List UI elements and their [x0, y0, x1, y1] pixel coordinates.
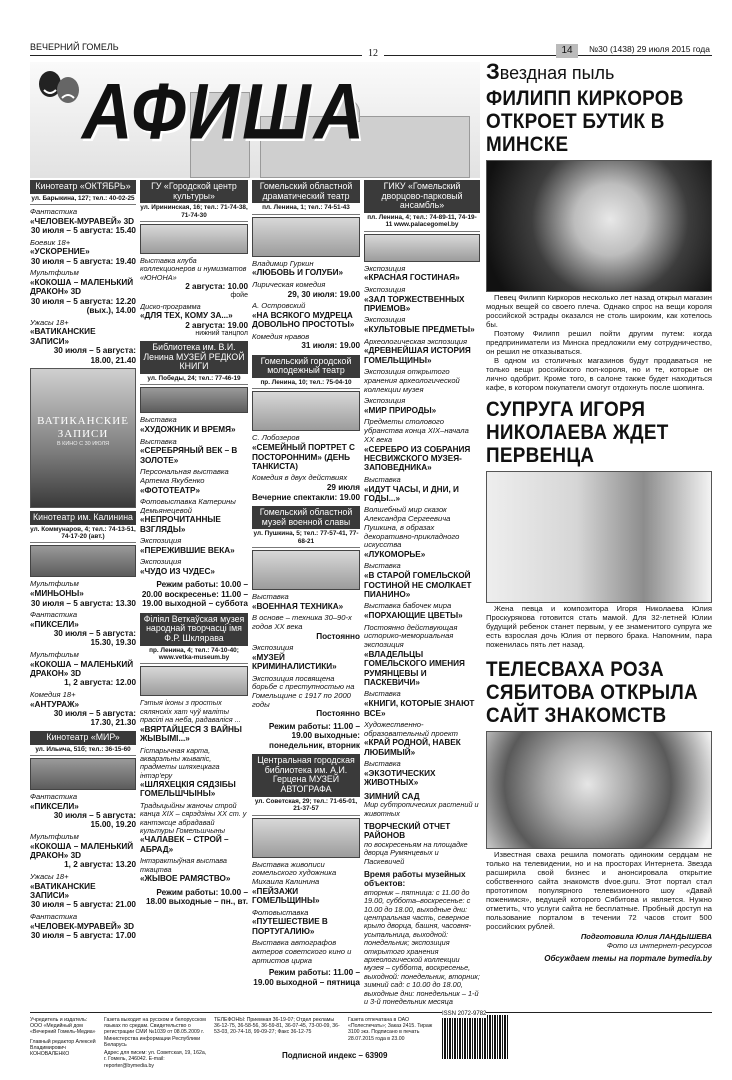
section-address: ул. Победы, 24; тел.: 77-46-19: [140, 374, 248, 385]
item-subtitle: В основе – техника 30–90-х годов XX века: [252, 613, 352, 631]
section-address: ул. Барыкина, 127; тел.: 40-02-25: [30, 194, 136, 205]
item-dates: 31 июля: 19.00: [301, 341, 360, 351]
item-genre: Выставка: [140, 436, 177, 446]
opening-hours: Режим работы: 10.00 – 18.00 выходные – пн., вт.: [145, 887, 248, 906]
item-genre: Постоянно действующая историко-мемориальная экспозиция: [364, 622, 458, 649]
list-item: [140, 257, 248, 300]
list-item: [252, 302, 360, 351]
item-genre: Художественно-образовательный проект: [364, 719, 458, 738]
poster-title: ВАТИКАНСКИЕ ЗАПИСИ: [37, 414, 129, 440]
item-title: «ШЛЯХЕЦКІЯ СЯДЗІБЫ ГОМЕЛЬШЧЫНЫ»: [140, 780, 236, 799]
listing-group: [140, 416, 248, 576]
section-header: Кинотеатр «ОКТЯБРЬ»: [30, 180, 136, 194]
headline-1: ФИЛИПП КИРКОРОВ ОТКРОЕТ БУТИК В МИНСКЕ: [486, 87, 684, 156]
item-dates: 30 июля – 5 августа: 13.30: [30, 598, 136, 608]
section-header: Библиотека им. В.И. Ленина МУЗЕЙ РЕДКОЙ КНИГИ: [140, 341, 248, 374]
item-title: «ПУТЕШЕСТВИЕ В ПОРТУГАЛИЮ»: [252, 917, 328, 936]
list-item: [140, 416, 248, 434]
culture-column: [140, 180, 248, 1012]
item-title: «ЧЕЛОВЕК-МУРАВЕЙ» 3D: [30, 216, 135, 226]
item-title: «КУЛЬТОВЫЕ ПРЕДМЕТЫ»: [364, 325, 475, 335]
photo-credit: Фото из интернет-ресурсов: [606, 940, 712, 950]
list-item: [30, 833, 136, 870]
list-item: [30, 269, 136, 315]
kirkorov-photo: [486, 160, 712, 292]
article-1-p2: Поэтому Филипп решил пойти другим путем: когда предприниматели из Минска предложили ему сотрудничество, он решил не отказываться.: [486, 328, 712, 356]
item-description: Выставка клуба коллекционеров и нумизматов «ЮНОНА»: [140, 256, 247, 282]
portal-link[interactable]: Обсуждаем темы на портале bymedia.by: [544, 953, 712, 963]
item-genre: Фантастика: [30, 911, 78, 921]
listing-group: [364, 265, 480, 788]
list-item: [364, 368, 480, 394]
section-address: ул. Ирининская, 16; тел.: 71-74-38, 71-74-30: [140, 203, 248, 222]
section-address: ул. Ильича, 51б; тел.: 36-15-60: [30, 745, 136, 756]
item-dates: 30 июля – 5 августа: 15.40: [30, 226, 136, 236]
venue-photo: [140, 224, 248, 254]
cinema-column: [30, 180, 136, 1012]
item-title: «КНИГИ, КОТОРЫЕ ЗНАЮТ ВСЕ»: [364, 699, 475, 718]
section-header: Філіял Веткаўская музея народнай творчасці імя Ф.Р. Шклярава: [140, 613, 248, 646]
item-genre: Ужасы 18+: [30, 871, 69, 881]
article-2: Жена певца и композитора Игоря Николаева Юлия Проскурякова готовится стать мамой. Для 32-летней Юлии будущий ребенок станет первым, у ее знаменитого супруга же есть взрослая дочь Юлия от первого брака. Напомним, пара поженилась пять лет назад.: [486, 604, 712, 650]
item-genre: Мультфильм: [30, 268, 79, 278]
item-title: «МИНЬОНЫ»: [30, 589, 84, 599]
list-item: [30, 873, 136, 910]
masthead: [30, 62, 480, 178]
listing-group: [252, 434, 360, 502]
venue-photo: [252, 818, 360, 858]
item-dates: Постоянно: [316, 709, 360, 719]
item-genre: Волшебный мир сказок Александра Сергеевича Пушкина, в образах декоративно-прикладного искусства: [364, 505, 460, 550]
item-note: нижний танцпол: [195, 329, 248, 337]
item-title: «НА ВСЯКОГО МУДРЕЦА ДОВОЛЬНО ПРОСТОТЫ»: [252, 310, 355, 330]
rubric-text: вездная пыль: [499, 63, 615, 83]
list-item: [30, 208, 136, 236]
rubric-initial: З: [486, 62, 500, 84]
item-subtitle: Комедия в двух действиях: [252, 473, 348, 483]
list-item: [252, 434, 360, 492]
phones-info: [214, 1017, 342, 1036]
item-title: «СЕМЕЙНЫЙ ПОРТРЕТ С ПОСТОРОННИМ» (ДЕНЬ ТАНКИСТА): [252, 443, 355, 471]
section-header: Кинотеатр им. Калинина: [30, 511, 136, 525]
item-genre: Выставка: [364, 689, 401, 699]
list-item: [364, 265, 480, 283]
item-genre: Экспозиция: [364, 284, 406, 294]
listing-group: [252, 593, 360, 719]
item-genre: Экспозиция открытого хранения археологической коллекции музея: [364, 367, 460, 394]
list-item: [252, 493, 360, 502]
item-title: «ЖЫВОЕ РАМЯСТВО»: [140, 874, 231, 884]
item-title: «ПЕРЕЖИВШИЕ ВЕКА»: [140, 545, 235, 555]
list-item: [364, 624, 480, 688]
item-genre: Археологическая экспозиция: [364, 336, 468, 346]
item-title: «ЧЕЛОВЕК-МУРАВЕЙ» 3D: [30, 921, 135, 931]
list-item: [252, 593, 360, 641]
item-genre: Выставка автографов актеров советского кино и артистов цирка: [252, 938, 352, 965]
list-item: [140, 558, 248, 576]
section-header: ГУ «Городской центр культуры»: [140, 180, 248, 203]
item-genre: Мультфильм: [30, 579, 79, 589]
item-dates: 30 июля – 5 августа: 18.00, 21.40: [53, 346, 136, 365]
issue-info: №30 (1438) 29 июля 2015 года: [589, 44, 710, 54]
list-item: [364, 721, 480, 757]
item-dates: 30 июля – 5 августа: 15.00, 19.20: [53, 811, 136, 830]
list-item: [364, 316, 480, 334]
item-dates: 30 июля – 5 августа: 12.20 (вых.), 14.00: [30, 296, 136, 316]
item-title: «ПИКСЕЛИ»: [30, 619, 79, 629]
item-title: «СЕРЕБРЯНЫЙ ВЕК – В ЗОЛОТЕ»: [140, 446, 238, 465]
item-dates: 29 июля: [326, 483, 360, 493]
item-genre: Предметы столового убранства конца XIX–начала XX века: [364, 417, 469, 444]
item-genre: Фантастика: [30, 207, 78, 217]
item-genre: Выставка: [252, 592, 289, 601]
nikolaev-couple-photo: [486, 471, 712, 603]
hours-title: Время работы музейных объектов:: [364, 870, 466, 889]
item-genre: Выставка бабочек мира: [364, 601, 452, 611]
item-genre: Мультфильм: [30, 831, 79, 841]
list-item: [30, 580, 136, 608]
item-subtitle: Экспозиция посвящена борьбе с преступностью на Гомельщине с 1917 по 2000 годы: [252, 673, 355, 709]
address-text: Адрес для писем: ул. Советская, 19, 162а, г. Гомель, 246042. E-mail: reporter@bymedia.by: [104, 1050, 207, 1069]
poster-subtitle: В КИНО С 30 ИЮЛЯ: [56, 440, 110, 447]
list-item: [364, 286, 480, 314]
item-genre: Фантастика: [30, 791, 78, 801]
syabitova-photo: [486, 731, 712, 849]
item-title: «КРАЙ РОДНОЙ, НАВЕК ЛЮБИМЫЙ»: [364, 738, 461, 757]
item-title: «КРАСНАЯ ГОСТИНАЯ»: [364, 273, 460, 283]
item-title: «ЧУДО ИЗ ЧУДЕС»: [140, 567, 215, 577]
headline-2: СУПРУГА ИГОРЯ НИКОЛАЕВА ЖДЕТ ПЕРВЕНЦА: [486, 398, 669, 468]
list-item: [252, 644, 360, 719]
venue-photo: [140, 666, 248, 696]
venue-photo: [252, 217, 360, 257]
item-genre: Комедия 18+: [30, 689, 76, 699]
item-title: «СЕРЕБРО ИЗ СОБРАНИЯ НЕСВИЖСКОГО МУЗЕЯ-ЗАПОВЕДНИКА»: [364, 444, 471, 473]
item-title: «УСКОРЕНИЕ»: [30, 247, 90, 257]
venue-photo: [140, 387, 248, 413]
tour-title: ТВОРЧЕСКИЙ ОТЧЕТ РАЙОНОВ: [364, 822, 451, 841]
founder-info: [30, 1017, 100, 1057]
list-item: [140, 747, 248, 799]
opening-hours: Режим работы: 11.00 – 19.00 выходные: понедельник, вторник: [268, 721, 360, 750]
item-genre: Экспозиция: [140, 536, 182, 546]
item-genre: Экспозиция: [364, 263, 406, 273]
item-genre: Выставка: [364, 759, 401, 769]
headline-3: ТЕЛЕСВАХА РОЗА СЯБИТОВА ОТКРЫЛА САЙТ ЗНАКОМСТВ: [486, 658, 698, 728]
list-item: [364, 506, 480, 559]
newspaper-name: ВЕЧЕРНИЙ ГОМЕЛЬ: [30, 42, 119, 52]
theatre-column: [252, 180, 360, 1012]
list-item: [30, 691, 136, 728]
afisha-title: АФИША: [82, 68, 368, 156]
museum-column: [364, 180, 480, 1012]
item-dates: Постоянно: [316, 631, 360, 641]
editor-text: Главный редактор Алексей Владимирович КОНОВАЛЕНКО: [30, 1038, 96, 1058]
item-title: «ХУДОЖНИК И ВРЕМЯ»: [140, 425, 236, 435]
listing-group: [30, 793, 136, 941]
print-text: Газета отпечатана в ОАО «Полеспечать»; Заказ 2415. Тираж 3100 экз. Подписано в печать 28.07.2015 года в 23.00: [348, 1017, 433, 1042]
item-title: «ЧАЛАВЕК – СТРОЙ – АБРАД»: [140, 835, 229, 854]
item-genre: Ужасы 18+: [30, 317, 69, 327]
list-item: [364, 602, 480, 620]
item-title: «ЗАЛ ТОРЖЕСТВЕННЫХ ПРИЕМОВ»: [364, 294, 465, 314]
list-item: [364, 690, 480, 718]
list-item: [140, 699, 248, 743]
venue-photo: [252, 391, 360, 431]
opening-hours: Режим работы: 11.00 – 19.00 выходной – пятница: [253, 968, 360, 987]
list-item: [140, 802, 248, 854]
item-description: Інтэрактыўная выстава ткацтва: [140, 856, 227, 874]
item-description: Диско-программа: [140, 301, 201, 311]
theatre-masks-icon: [36, 68, 82, 108]
venue-photo: [252, 550, 360, 590]
item-title: «ДРЕВНЕЙШАЯ ИСТОРИЯ ГОМЕЛЬЩИНЫ»: [364, 346, 471, 365]
item-genre: Фотовыставка: [252, 907, 309, 917]
item-genre: Владимир Гуркин: [252, 258, 314, 268]
item-title: «ВЯРТАЙЦЕСЯ З ВАЙНЫ ЖЫВЫМІ...»: [140, 724, 242, 744]
article-1-p3: В одном из столичных магазинов будут продаваться не только вещи российского поп-короля, но и те, которые он лично одобрит. Кроме того, в салоне также будет находиться кафе, в котором покупатели смогут отдохнуть после шопинга.: [486, 355, 712, 392]
section-header: Гомельский областной драматический театр: [252, 180, 360, 203]
item-genre: Персональная выставка Артема Якубенко: [140, 467, 229, 485]
list-item: [140, 303, 248, 338]
section-address: пл. Ленина, 1; тел.: 74-51-43: [252, 203, 360, 214]
page-number-left: 12: [362, 48, 384, 59]
item-genre: Выставка: [140, 415, 177, 425]
list-item: [30, 793, 136, 830]
item-genre: Выставка живописи гомельского художника Михаила Калинина: [252, 859, 337, 886]
list-item: [364, 760, 480, 788]
page-number-right: 14: [556, 44, 578, 58]
item-title: «ВАТИКАНСКИЕ ЗАПИСИ»: [30, 327, 96, 346]
rubric: [486, 62, 712, 83]
article-3: Известная сваха решила помогать одиноким сердцам не только на телевидении, но и на просторах Интернета. Звезда расширила свой бизнес и анонсировала открытие собственного сайта знакомств dvoe.guru. Этот портал стал прототипом популярного телевизионного шоу «Давай поженимся», ведущей которого Сябитова и является. Нужно отметить, что услуги сайта не бесплатные. Пробный доступ на пользование порталом в течении 72 часов стоит 500 российских рублей.: [486, 850, 712, 931]
item-dates: Вечерние спектакли: 19.00: [252, 492, 360, 502]
venue-photo: [364, 234, 480, 262]
item-title: «ИДУТ ЧАСЫ, И ДНИ, И ГОДЫ...»: [364, 484, 459, 503]
item-dates: 2 августа: 19.00: [185, 320, 248, 330]
list-item: [30, 239, 136, 267]
item-title: «ВОЕННАЯ ТЕХНИКА»: [252, 601, 344, 611]
section-address: пр. Ленина, 4; тел.: 74-10-40; www.vetka-museum.by: [140, 646, 248, 665]
item-genre: А. Островский: [252, 300, 306, 310]
phones-text: ТЕЛЕФОНЫ: Приемная 36-19-07; Отдел рекламы 36-12-75, 36-58-56, 36-59-81, 36-07-45, 73-00-09, 36-53-03, 20-74-18, 99-09-27; Факс 36-12-75: [214, 1017, 340, 1036]
list-item: [252, 861, 360, 906]
item-title: «ПЕЙЗАЖИ ГОМЕЛЬЩИНЫ»: [252, 886, 320, 906]
hours-text: вторник – пятница: с 11.00 до 19.00, суббота–воскресенье: с 10.00 до 18.00, выходные дни: центральная часть, северное крыло дворца, башня, часовня-усыпальница, выходной: понедельник; экспозиция открытого хранения археологической коллекции музея – суббота, воскресенье, выходной: понедельник, вторник; зимний сад: с 10.00 до 18.00, выходные дни: понедельник – 1-й и 3-й понедельник месяца: [364, 887, 480, 1006]
item-title: «АНТУРАЖ»: [30, 699, 80, 709]
item-title: «ПИКСЕЛИ»: [30, 801, 79, 811]
issn: ISSN 2072-9782: [442, 1011, 487, 1017]
list-item: [30, 611, 136, 648]
list-item: [30, 913, 136, 941]
list-item: [364, 562, 480, 599]
item-description: Традыцыйны жаночы строй канца XIX – сярэдзіны XX ст. у кантэксце абрадавай культуры Гомельшчыны: [140, 800, 247, 836]
section-header: Гомельский городской молодежный театр: [252, 355, 360, 378]
item-dates: 1, 2 августа: 13.20: [64, 860, 136, 870]
item-genre: С. Лобозеров: [252, 433, 300, 443]
item-genre: Выставка: [364, 474, 401, 484]
list-item: [364, 338, 480, 366]
registration-info: [104, 1017, 208, 1069]
list-item: [140, 537, 248, 555]
editorial-column: [486, 62, 712, 1062]
list-item: [30, 651, 136, 688]
item-genre: Фотовыставка Катерины Демьянецевой: [140, 496, 236, 515]
listing-group: [30, 208, 136, 365]
listing-group: [140, 257, 248, 338]
tour-desc: по воскресеньям на площадке дворца Румянцевых и Паскевичей: [364, 839, 468, 866]
list-item: [140, 438, 248, 466]
item-genre: Экспозиция: [140, 557, 182, 567]
item-title: «КОКОША – МАЛЕНЬКИЙ ДРАКОН» 3D: [30, 659, 134, 679]
item-dates: 2 августа: 10.00: [185, 282, 248, 292]
item-genre: Выставка: [364, 561, 401, 571]
registration-text: Газета выходит на русском и белорусском языках по средам. Свидетельство о регистрации СМИ №1039 от 08.05.2009 г. Министерства информации Республики Беларусь: [104, 1017, 206, 1048]
section-header: ГИКУ «Гомельский дворцово-парковый ансамбль»: [364, 180, 480, 213]
item-note: фойе: [230, 291, 248, 299]
section-address: пр. Ленина, 10; тел.: 75-04-10: [252, 378, 360, 389]
listing-group: [252, 861, 360, 966]
imprint-footer: [30, 1011, 712, 1069]
garden-title: ЗИМНИЙ САД: [364, 791, 420, 801]
item-title: «НЕПРОЧИТАННЫЕ ВЗГЛЯДЫ»: [140, 515, 221, 534]
item-dates: 30 июля – 5 августа: 17.30, 21.30: [53, 709, 136, 728]
cinema-photo: [30, 545, 136, 577]
item-title: «КОКОША – МАЛЕНЬКИЙ ДРАКОН» 3D: [30, 277, 134, 297]
item-subtitle: Комедия нравов: [252, 331, 310, 341]
item-title: «В СТАРОЙ ГОМЕЛЬСКОЙ ГОСТИНОЙ НЕ СМОЛКАЕТ ПИАНИНО»: [364, 571, 472, 599]
item-genre: Боевик 18+: [30, 237, 71, 247]
item-title: «КОКОША – МАЛЕНЬКИЙ ДРАКОН» 3D: [30, 841, 134, 861]
item-title: «ЛУКОМОРЬЕ»: [364, 550, 426, 560]
article-1-p1: Певец Филипп Киркоров несколько лет назад открыл магазин модных вещей со своего плеча. Однако спрос на вещи короля российской эстрады оказался не столь широким, как хотелось бы.: [486, 293, 712, 329]
section-address: ул. Советская, 29; тел.: 71-65-01, 21-37-57: [252, 797, 360, 816]
item-genre: Мультфильм: [30, 649, 79, 659]
print-info: [348, 1017, 436, 1042]
item-dates: 1, 2 августа: 12.00: [64, 678, 136, 688]
item-title: «ЛЮБОВЬ И ГОЛУБИ»: [252, 268, 344, 278]
list-item: [252, 939, 360, 965]
item-dates: 30 июля – 5 августа: 17.00: [30, 931, 136, 940]
section-header: Гомельский областной музей военной славы: [252, 506, 360, 529]
subscription-index: Подписной индекс – 63909: [282, 1051, 388, 1060]
list-item: [140, 468, 248, 495]
section-header: Кинотеатр «МИР»: [30, 731, 136, 745]
cinema-photo: [30, 758, 136, 790]
barcode: [442, 1015, 508, 1059]
list-item: [364, 418, 480, 472]
section-address: пл. Ленина, 4; тел.: 74-89-11, 74-19-11 www.palacegomel.by: [364, 213, 480, 232]
garden-desc: Мир субтропических растений и животных: [364, 800, 479, 818]
section-address: ул. Коммунаров, 4; тел.: 74-13-51, 74-17-20 (авт.): [30, 525, 136, 544]
item-dates: 30 июля – 5 августа: 19.40: [30, 256, 136, 266]
list-item: [140, 857, 248, 883]
item-title: «ЭКЗОТИЧЕСКИХ ЖИВОТНЫХ»: [364, 768, 436, 788]
opening-hours: Режим работы: 10.00 – 20.00 воскресенье: 11.00 – 19.00 выходной – суббота: [141, 580, 248, 609]
listing-group: [140, 699, 248, 883]
listing-group: [30, 580, 136, 728]
item-title: «ДЛЯ ТЕХ, КОМУ ЗА...»: [140, 311, 233, 321]
section-header: Центральная городская библиотека им. А.И. Герцена МУЗЕЙ АВТОГРАФА: [252, 754, 360, 797]
list-item: [252, 260, 360, 299]
item-title: «ВЛАДЕЛЬЦЫ ГОМЕЛЬСКОГО ИМЕНИЯ РУМЯНЦЕВЫ И ПАСКЕВИЧИ»: [364, 649, 465, 687]
item-genre: Фантастика: [30, 609, 78, 619]
item-title: «МУЗЕЙ КРИМИНАЛИСТИКИ»: [252, 652, 337, 672]
item-title: «ВАТИКАНСКИЕ ЗАПИСИ»: [30, 881, 96, 901]
item-genre: Экспозиция: [364, 396, 406, 406]
list-item: [364, 397, 480, 415]
section-address: ул. Пушкина, 5; тел.: 77-57-41, 77-68-21: [252, 529, 360, 548]
item-subtitle: Лирическая комедия: [252, 279, 326, 289]
list-item: [252, 909, 360, 937]
item-title: «МИР ПРИРОДЫ»: [364, 406, 437, 416]
item-dates: 30 июля – 5 августа: 15.30, 19.30: [53, 629, 136, 648]
list-item: [364, 476, 480, 504]
item-dates: 29, 30 июля: 19.00: [287, 289, 360, 299]
item-description: Гэтыя іконы з простых сялянскіх хат чуў маліты прасілі на неба, радаваліся ...: [140, 698, 241, 725]
item-title: «ПОРХАЮЩИЕ ЦВЕТЫ»: [364, 611, 463, 621]
item-description: Гістарычная карта, акварэльны жывапіс, прадметы шляхецкага інтэр'еру: [140, 745, 220, 780]
list-item: [30, 319, 136, 365]
author-credit: Подготовила Юлия ЛАНДЫШЕВА: [580, 931, 712, 941]
header-strip: [30, 42, 712, 59]
item-genre: Экспозиция: [252, 643, 294, 652]
movie-poster: [30, 368, 136, 508]
list-item: [140, 498, 248, 534]
item-dates: 30 июля – 5 августа: 21.00: [30, 900, 136, 910]
listing-group: [252, 260, 360, 351]
item-genre: Экспозиция: [364, 315, 406, 325]
item-title: «ФОТОТЕАТР»: [140, 485, 201, 495]
founder-text: Учредитель и издатель: ООО «Медийный дом «Вечерний Гомель-Медиа»: [30, 1017, 96, 1036]
